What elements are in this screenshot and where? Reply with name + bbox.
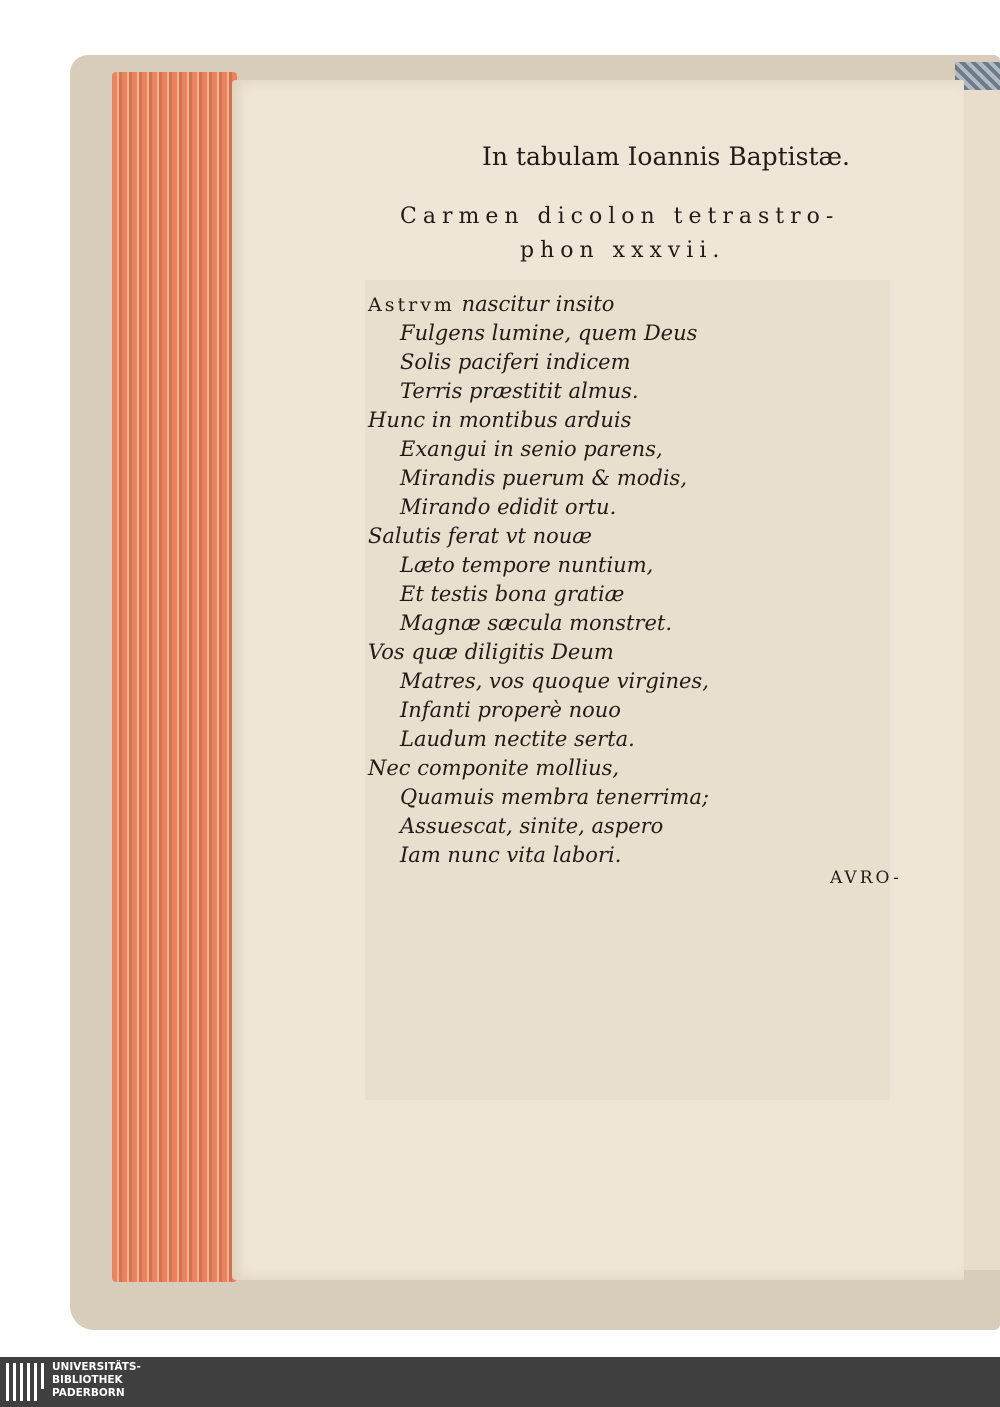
- poem-line: Solis paciferi indicem: [400, 350, 631, 374]
- poem-line: Assuescat, sinite, aspero: [400, 814, 664, 838]
- poem-title-line-2: phon xxxvii.: [520, 238, 726, 263]
- facing-page-edge: [962, 90, 1000, 1270]
- poem-line: Hunc in montibus arduis: [368, 408, 632, 432]
- poem-line: Magnæ sæcula monstret.: [400, 611, 672, 635]
- poem-line: Iam nunc vita labori.: [400, 843, 622, 867]
- poem-line: Terris præstitit almus.: [400, 379, 639, 403]
- library-name: [52, 1361, 141, 1400]
- library-footer: [0, 1357, 1000, 1407]
- poem-line: Et testis bona gratiæ: [400, 582, 625, 606]
- poem-line: Mirando edidit ortu.: [400, 495, 617, 519]
- poem-line: Læto tempore nuntium,: [400, 553, 654, 577]
- poem-initial-word: Astrvm: [368, 294, 455, 316]
- page-edges-red: [112, 72, 237, 1282]
- poem-line: Nec componite mollius,: [368, 756, 620, 780]
- poem-line: Exangui in senio parens,: [400, 437, 663, 461]
- poem-line: Vos quæ diligitis Deum: [368, 640, 614, 664]
- poem-line: Quamuis membra tenerrima;: [400, 785, 709, 809]
- poem-title: [400, 200, 880, 268]
- library-logo-icon: [6, 1363, 46, 1401]
- poem-line: Laudum nectite serta.: [400, 727, 635, 751]
- poem-line: Mirandis puerum & modis,: [400, 466, 687, 490]
- poem-text: [368, 290, 928, 870]
- library-name-line-2: BIBLIOTHEK: [52, 1374, 123, 1386]
- library-name-line-1: UNIVERSITÄTS-: [52, 1361, 141, 1373]
- poem-line-rest: nascitur insito: [454, 292, 615, 316]
- poem-line: [368, 290, 928, 319]
- poem-line: Salutis ferat vt nouæ: [368, 524, 593, 548]
- catchword: AVRO-: [830, 868, 902, 888]
- poem-line: Infanti properè nouo: [400, 698, 621, 722]
- library-name-line-3: PADERBORN: [52, 1387, 125, 1399]
- running-head: In tabulam Ioannis Baptistæ.: [482, 142, 850, 171]
- poem-line: Fulgens lumine, quem Deus: [400, 321, 698, 345]
- poem-title-line-1: Carmen dicolon tetrastro-: [400, 204, 840, 229]
- poem-line: Matres, vos quoque virgines,: [400, 669, 709, 693]
